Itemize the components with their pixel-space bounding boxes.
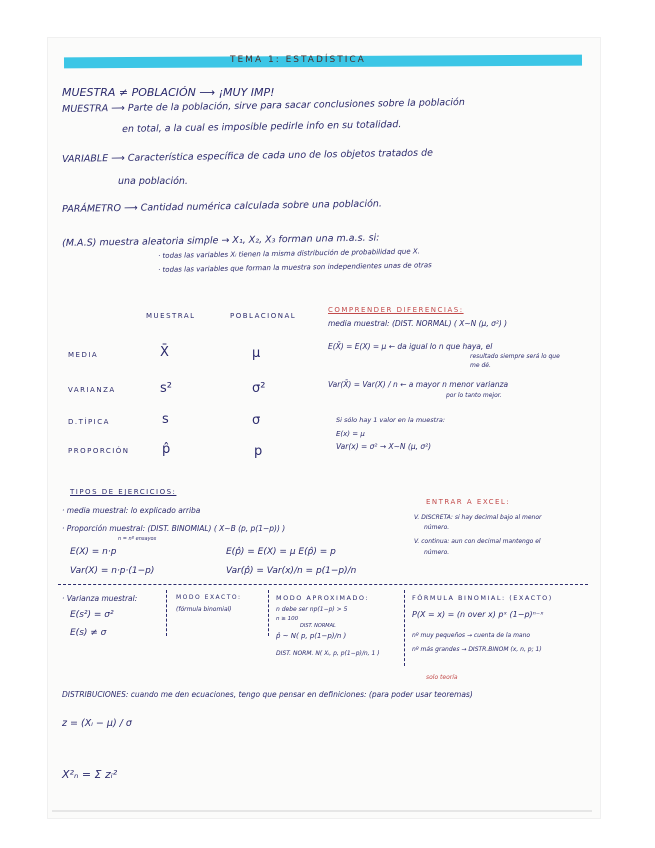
comprender-line-6: Var(x) = σ² → X~N (μ, σ²) [336, 442, 432, 451]
aprox-line-2: n ≥ 100 [276, 616, 299, 622]
row-label-proporcion: PROPORCIÓN [68, 447, 130, 455]
aprox-line-3: DIST. NORMAL [300, 623, 336, 629]
ejercicios-line-5: E(p̂) = E(X) = μ E(p̂) = p [226, 547, 336, 557]
cell-proporcion-muestral: p̂ [162, 442, 171, 457]
ejercicios-line-6: Var(p̂) = Var(x)/n = p(1−p)/n [226, 566, 357, 576]
comprender-line-2: E(X̄) = E(X) = μ ← da igual lo n que haya, el [328, 342, 493, 351]
comprender-line-3b: por lo tanto mejor. [446, 392, 502, 399]
cell-proporcion-poblacional: p [254, 444, 263, 459]
comprender-line-2b: resultado siempre será lo que [470, 353, 560, 360]
excel-line-2b: número. [424, 549, 450, 556]
aprox-line-4: p̂ ~ N( p, p(1−p)/n ) [276, 632, 347, 640]
row-label-media: MEDIA [68, 351, 99, 359]
comprender-title: COMPRENDER DIFERENCIAS: [328, 306, 464, 314]
cell-varianza-poblacional: σ² [252, 381, 266, 396]
col-poblacional: POBLACIONAL [230, 312, 297, 320]
cell-dtipica-muestral: s [162, 412, 169, 427]
excel-line-1b: número. [424, 524, 450, 531]
varianza-line-1: E(s²) = σ² [70, 610, 114, 620]
solo-teoria-note: solo teoría [426, 674, 458, 681]
cell-dtipica-poblacional: σ [252, 413, 261, 428]
formula-title: FÓRMULA BINOMIAL: (EXACTO) [412, 594, 553, 602]
row-label-dtipica: D.TÍPICA [68, 418, 110, 426]
formula-line-3: nº más grandes → DISTR.BINOM (x, n, p; 1) [412, 646, 542, 653]
row-label-varianza: VARIANZA [68, 386, 116, 394]
excel-title: ENTRAR A EXCEL: [426, 498, 511, 506]
intro-line-6: PARÁMETRO ⟶ Cantidad numérica calculada sobre una población. [62, 198, 382, 215]
intro-line-7: (M.A.S) muestra aleatoria simple → X₁, X₂, X₃ forman una m.a.s. si: [62, 232, 380, 249]
intro-line-2: MUESTRA ⟶ Parte de la población, sirve para sacar conclusiones sobre la población [62, 96, 465, 115]
ejercicios-line-3: E(X) = n·p [70, 547, 117, 557]
z-formula: z = (Xᵢ − μ) / σ [62, 718, 132, 729]
excel-line-2: V. continua: aun con decimal mantengo el [414, 538, 541, 545]
comprender-line-3: Var(X̄) = Var(X) / n ← a mayor n menor varianza [328, 380, 509, 389]
varianza-line-2: E(s) ≠ σ [70, 628, 107, 638]
formula-line-2: nº muy pequeños → cuenta de la mano [412, 632, 531, 639]
excel-line-1: V. DISCRETA: si hay decimal bajo al menor [414, 514, 542, 521]
comprender-line-4: Si sólo hay 1 valor en la muestra: [336, 416, 446, 424]
ejercicios-line-2: · Proporción muestral: (DIST. BINOMIAL) ( X~B (p, p(1−p)) ) [62, 524, 286, 533]
separator-v2 [268, 590, 269, 636]
exacto-line-1: (fórmula binomial) [176, 606, 232, 613]
aprox-line-1: n debe ser np(1−p) > 5 [276, 606, 348, 613]
intro-line-1: MUESTRA ≠ POBLACIÓN ⟶ ¡MUY IMP! [62, 86, 275, 99]
cell-varianza-muestral: s² [160, 381, 172, 396]
page-title: TEMA 1: ESTADÍSTICA [230, 55, 366, 65]
varianza-title: · Varianza muestral: [62, 594, 138, 603]
aprox-line-5: DIST. NORM. N( Xᵢ, p, p(1−p)/n, 1 ) [276, 650, 380, 657]
page-bottom-edge [52, 810, 592, 812]
separator-line [58, 584, 588, 585]
comprender-line-2c: me dé. [470, 362, 491, 369]
intro-line-3: en total, a la cual es imposible pedirle info en su totalidad. [122, 119, 402, 135]
formula-line: P(X = x) = (n over x) pˣ (1−p)ⁿ⁻ˣ [412, 610, 544, 619]
ejercicios-line-2b: n = nº ensayos [118, 536, 157, 542]
intro-line-8: · todas las variables Xᵢ tienen la misma distribución de probabilidad que X. [158, 247, 420, 260]
aprox-title: MODO APROXIMADO: [276, 594, 370, 602]
intro-line-5: una población. [118, 176, 188, 187]
ejercicios-title: TIPOS DE EJERCICIOS: [70, 488, 177, 496]
chi-formula: X²ₙ = Σ zᵢ² [62, 768, 118, 781]
ejercicios-line-4: Var(X) = n·p·(1−p) [70, 566, 155, 576]
separator-v3 [404, 590, 405, 666]
cell-media-muestral: X̄ [160, 345, 169, 360]
intro-line-9: · todas las variables que forman la muestra son independientes unas de otras [158, 261, 432, 274]
distribuciones-line: DISTRIBUCIONES: cuando me den ecuaciones, tengo que pensar en definiciones: (para poder usar teoremas) [62, 690, 473, 699]
intro-line-4: VARIABLE ⟶ Característica específica de cada uno de los objetos tratados de [62, 147, 434, 165]
exacto-title: MODO EXACTO: [176, 594, 242, 601]
col-muestral: MUESTRAL [146, 312, 196, 320]
comprender-line-5: E(x) = μ [336, 430, 365, 438]
separator-v1 [166, 590, 167, 636]
comprender-line-1: media muestral: (DIST. NORMAL) ( X~N (μ, σ²) ) [328, 319, 508, 328]
cell-media-poblacional: μ [252, 346, 261, 361]
ejercicios-line-1: · media muestral: lo explicado arriba [62, 506, 201, 515]
